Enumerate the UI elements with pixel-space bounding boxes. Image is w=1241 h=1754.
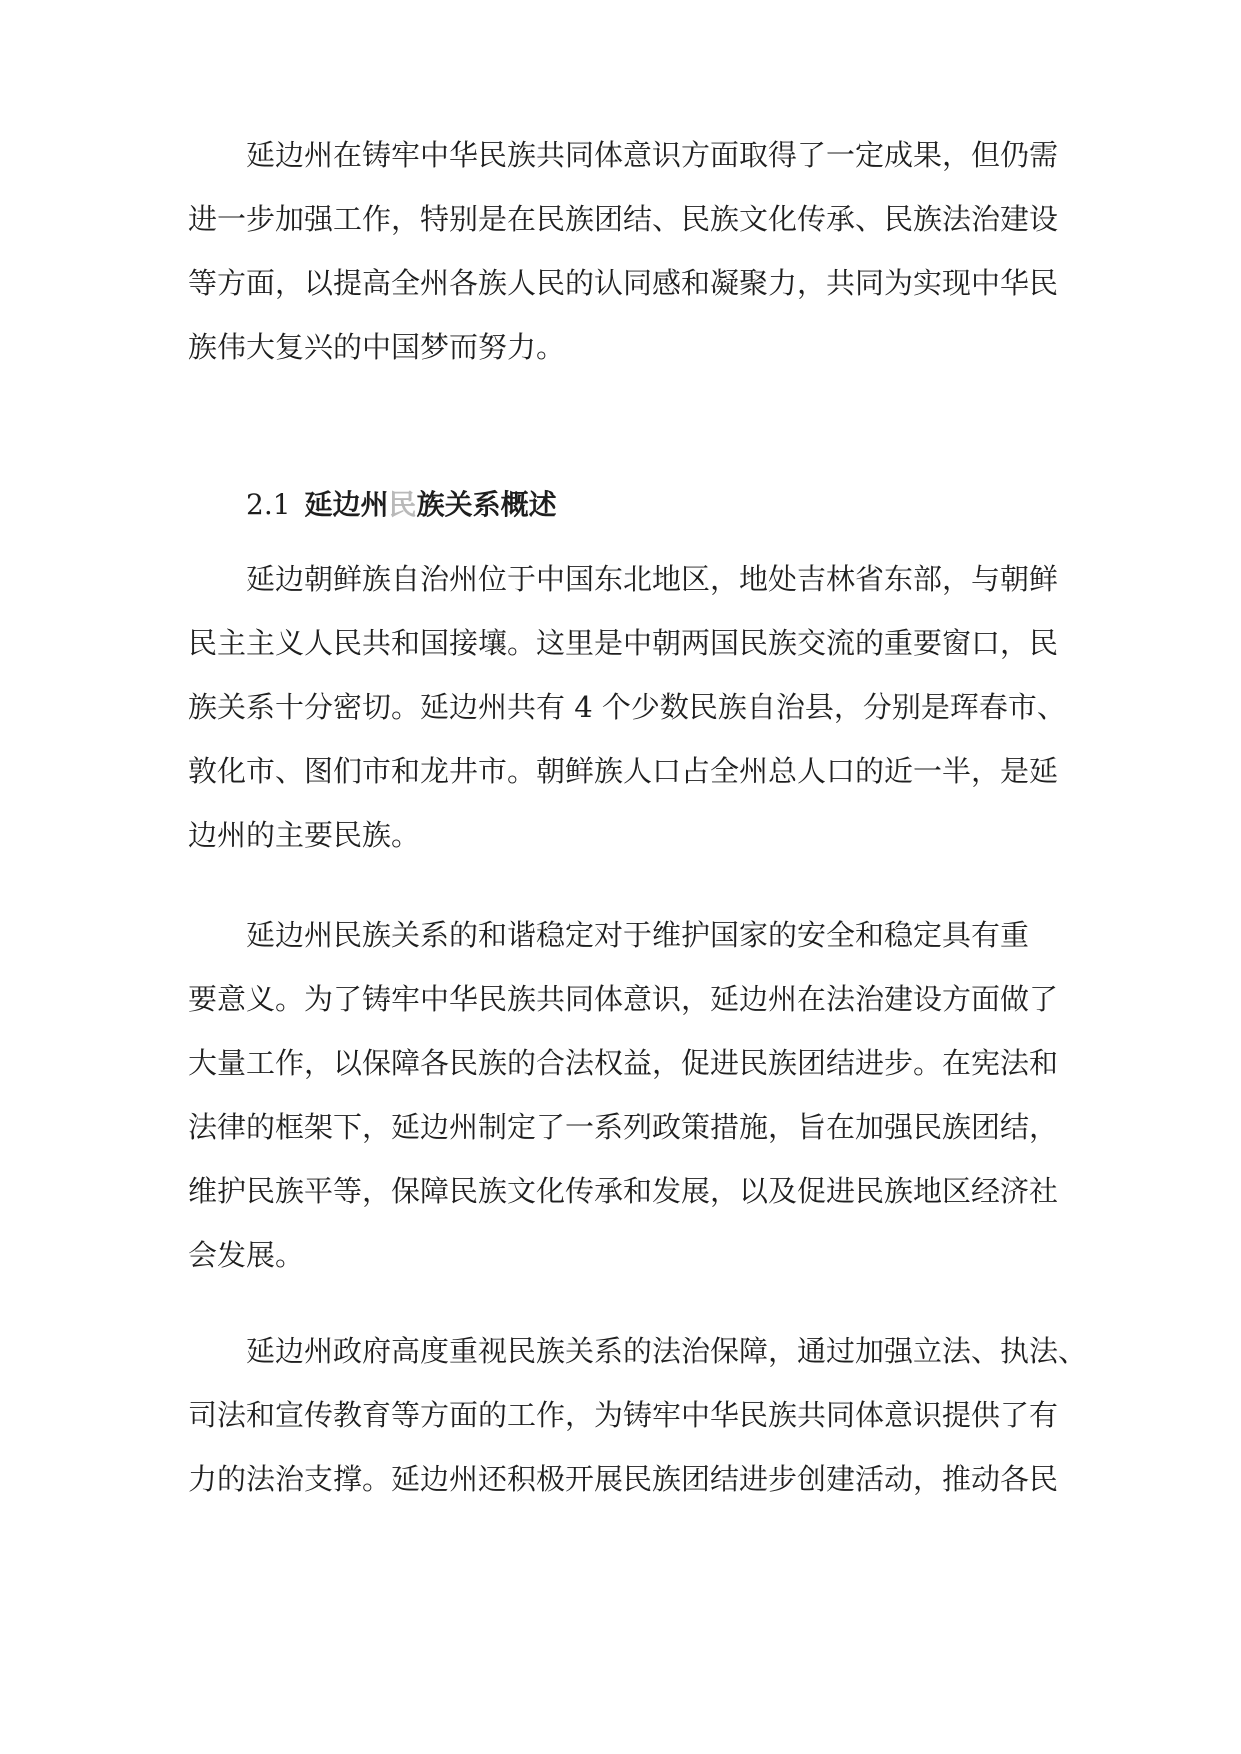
paragraph-2-line-5: 边州的主要民族。 [188,818,421,852]
paragraph-4-line-1: 延边州政府高度重视民族关系的法治保障，通过加强立法、执法、 [246,1334,1088,1368]
paragraph-2-line-2: 民主主义人民共和国接壤。这里是中朝两国民族交流的重要窗口，民 [188,626,1059,660]
section-heading [246,485,557,525]
paragraph-3-line-3: 大量工作，以保障各民族的合法权益，促进民族团结进步。在宪法和 [188,1046,1059,1080]
paragraph-4-line-3: 力的法治支撑。延边州还积极开展民族团结进步创建活动，推动各民 [188,1462,1059,1496]
paragraph-3-line-2: 要意义。为了铸牢中华民族共同体意识，延边州在法治建设方面做了 [188,982,1059,1016]
paragraph-3-line-6: 会发展。 [188,1238,305,1272]
paragraph-1-line-4: 族伟大复兴的中国梦而努力。 [188,330,566,364]
section-title-part-2: 民 [388,488,417,521]
section-title-part-3: 族关系概述 [416,488,557,521]
paragraph-1-line-2: 进一步加强工作，特别是在民族团结、民族文化传承、民族法治建设 [188,202,1059,236]
paragraph-4-line-2: 司法和宣传教育等方面的工作，为铸牢中华民族共同体意识提供了有 [188,1398,1059,1432]
section-number: 2.1 [246,488,291,521]
paragraph-3-line-4: 法律的框架下，延边州制定了一系列政策措施，旨在加强民族团结， [188,1110,1059,1144]
paragraph-3-line-5: 维护民族平等，保障民族文化传承和发展，以及促进民族地区经济社 [188,1174,1059,1208]
paragraph-3-line-1: 延边州民族关系的和谐稳定对于维护国家的安全和稳定具有重 [246,918,1030,952]
section-title-part-1: 延边州 [304,488,389,521]
paragraph-1-line-1: 延边州在铸牢中华民族共同体意识方面取得了一定成果，但仍需 [246,138,1059,172]
paragraph-1-line-3: 等方面，以提高全州各族人民的认同感和凝聚力，共同为实现中华民 [188,266,1059,300]
paragraph-2-line-1: 延边朝鲜族自治州位于中国东北地区，地处吉林省东部，与朝鲜 [246,562,1059,596]
paragraph-2-line-3: 族关系十分密切。延边州共有 4 个少数民族自治县，分别是珲春市、 [188,690,1066,724]
paragraph-2-line-4: 敦化市、图们市和龙井市。朝鲜族人口占全州总人口的近一半，是延 [188,754,1059,788]
